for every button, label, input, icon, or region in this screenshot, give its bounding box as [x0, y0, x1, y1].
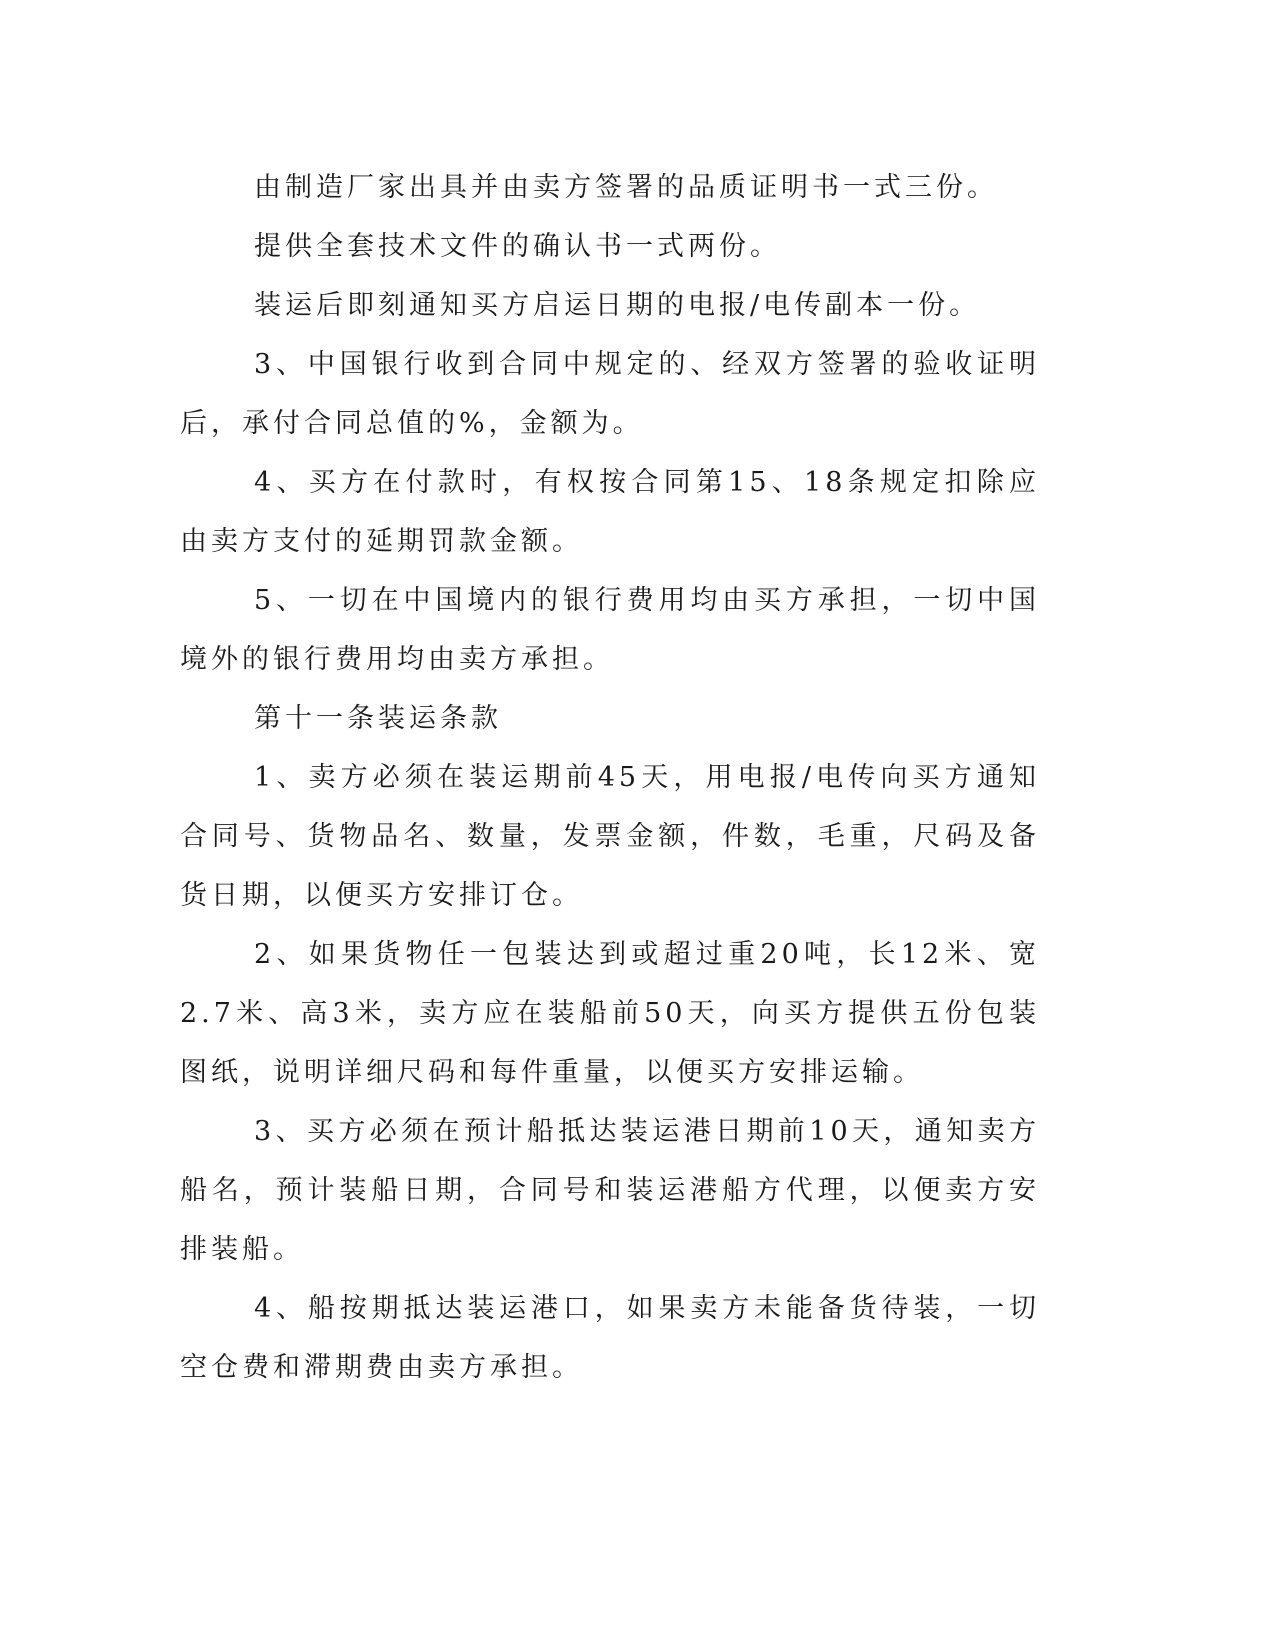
- paragraph-clause-3-acceptance-payment: 3、中国银行收到合同中规定的、经双方签署的验收证明后，承付合同总值的%，金额为。: [180, 349, 1040, 439]
- paragraph-quality-certificate: 由制造厂家出具并由卖方签署的品质证明书一式三份。: [254, 172, 998, 203]
- paragraph-shipping-1-advance-notice: 1、卖方必须在装运期前45天，用电报/电传向买方通知合同号、货物品名、数量，发票金额，件数，毛重，尺码及备货日期，以便买方安排订仓。: [180, 762, 1040, 911]
- document-body: [180, 158, 1040, 1397]
- paragraph-shipping-4-demurrage: 4、船按期抵达装运港口，如果卖方未能备货待装，一切空仓费和滞期费由卖方承担。: [180, 1293, 1040, 1383]
- paragraph-shipping-3-vessel-notice: 3、买方必须在预计船抵达装运港日期前10天，通知卖方船名，预计装船日期，合同号和装运港船方代理，以便卖方安排装船。: [180, 1116, 1040, 1265]
- paragraph-clause-5-bank-charges: 5、一切在中国境内的银行费用均由买方承担，一切中国境外的银行费用均由卖方承担。: [180, 585, 1040, 675]
- paragraph-shipping-2-oversize-package: 2、如果货物任一包装达到或超过重20吨，长12米、宽2.7米、高3米，卖方应在装船前50天，向买方提供五份包装图纸，说明详细尺码和每件重量，以便买方安排运输。: [180, 939, 1040, 1088]
- section-heading-article-11: 第十一条装运条款: [254, 703, 502, 734]
- paragraph-technical-documents: 提供全套技术文件的确认书一式两份。: [254, 231, 781, 262]
- paragraph-clause-4-penalty-deduction: 4、买方在付款时，有权按合同第15、18条规定扣除应由卖方支付的延期罚款金额。: [180, 467, 1040, 557]
- paragraph-shipment-notice-copy: 装运后即刻通知买方启运日期的电报/电传副本一份。: [254, 290, 981, 321]
